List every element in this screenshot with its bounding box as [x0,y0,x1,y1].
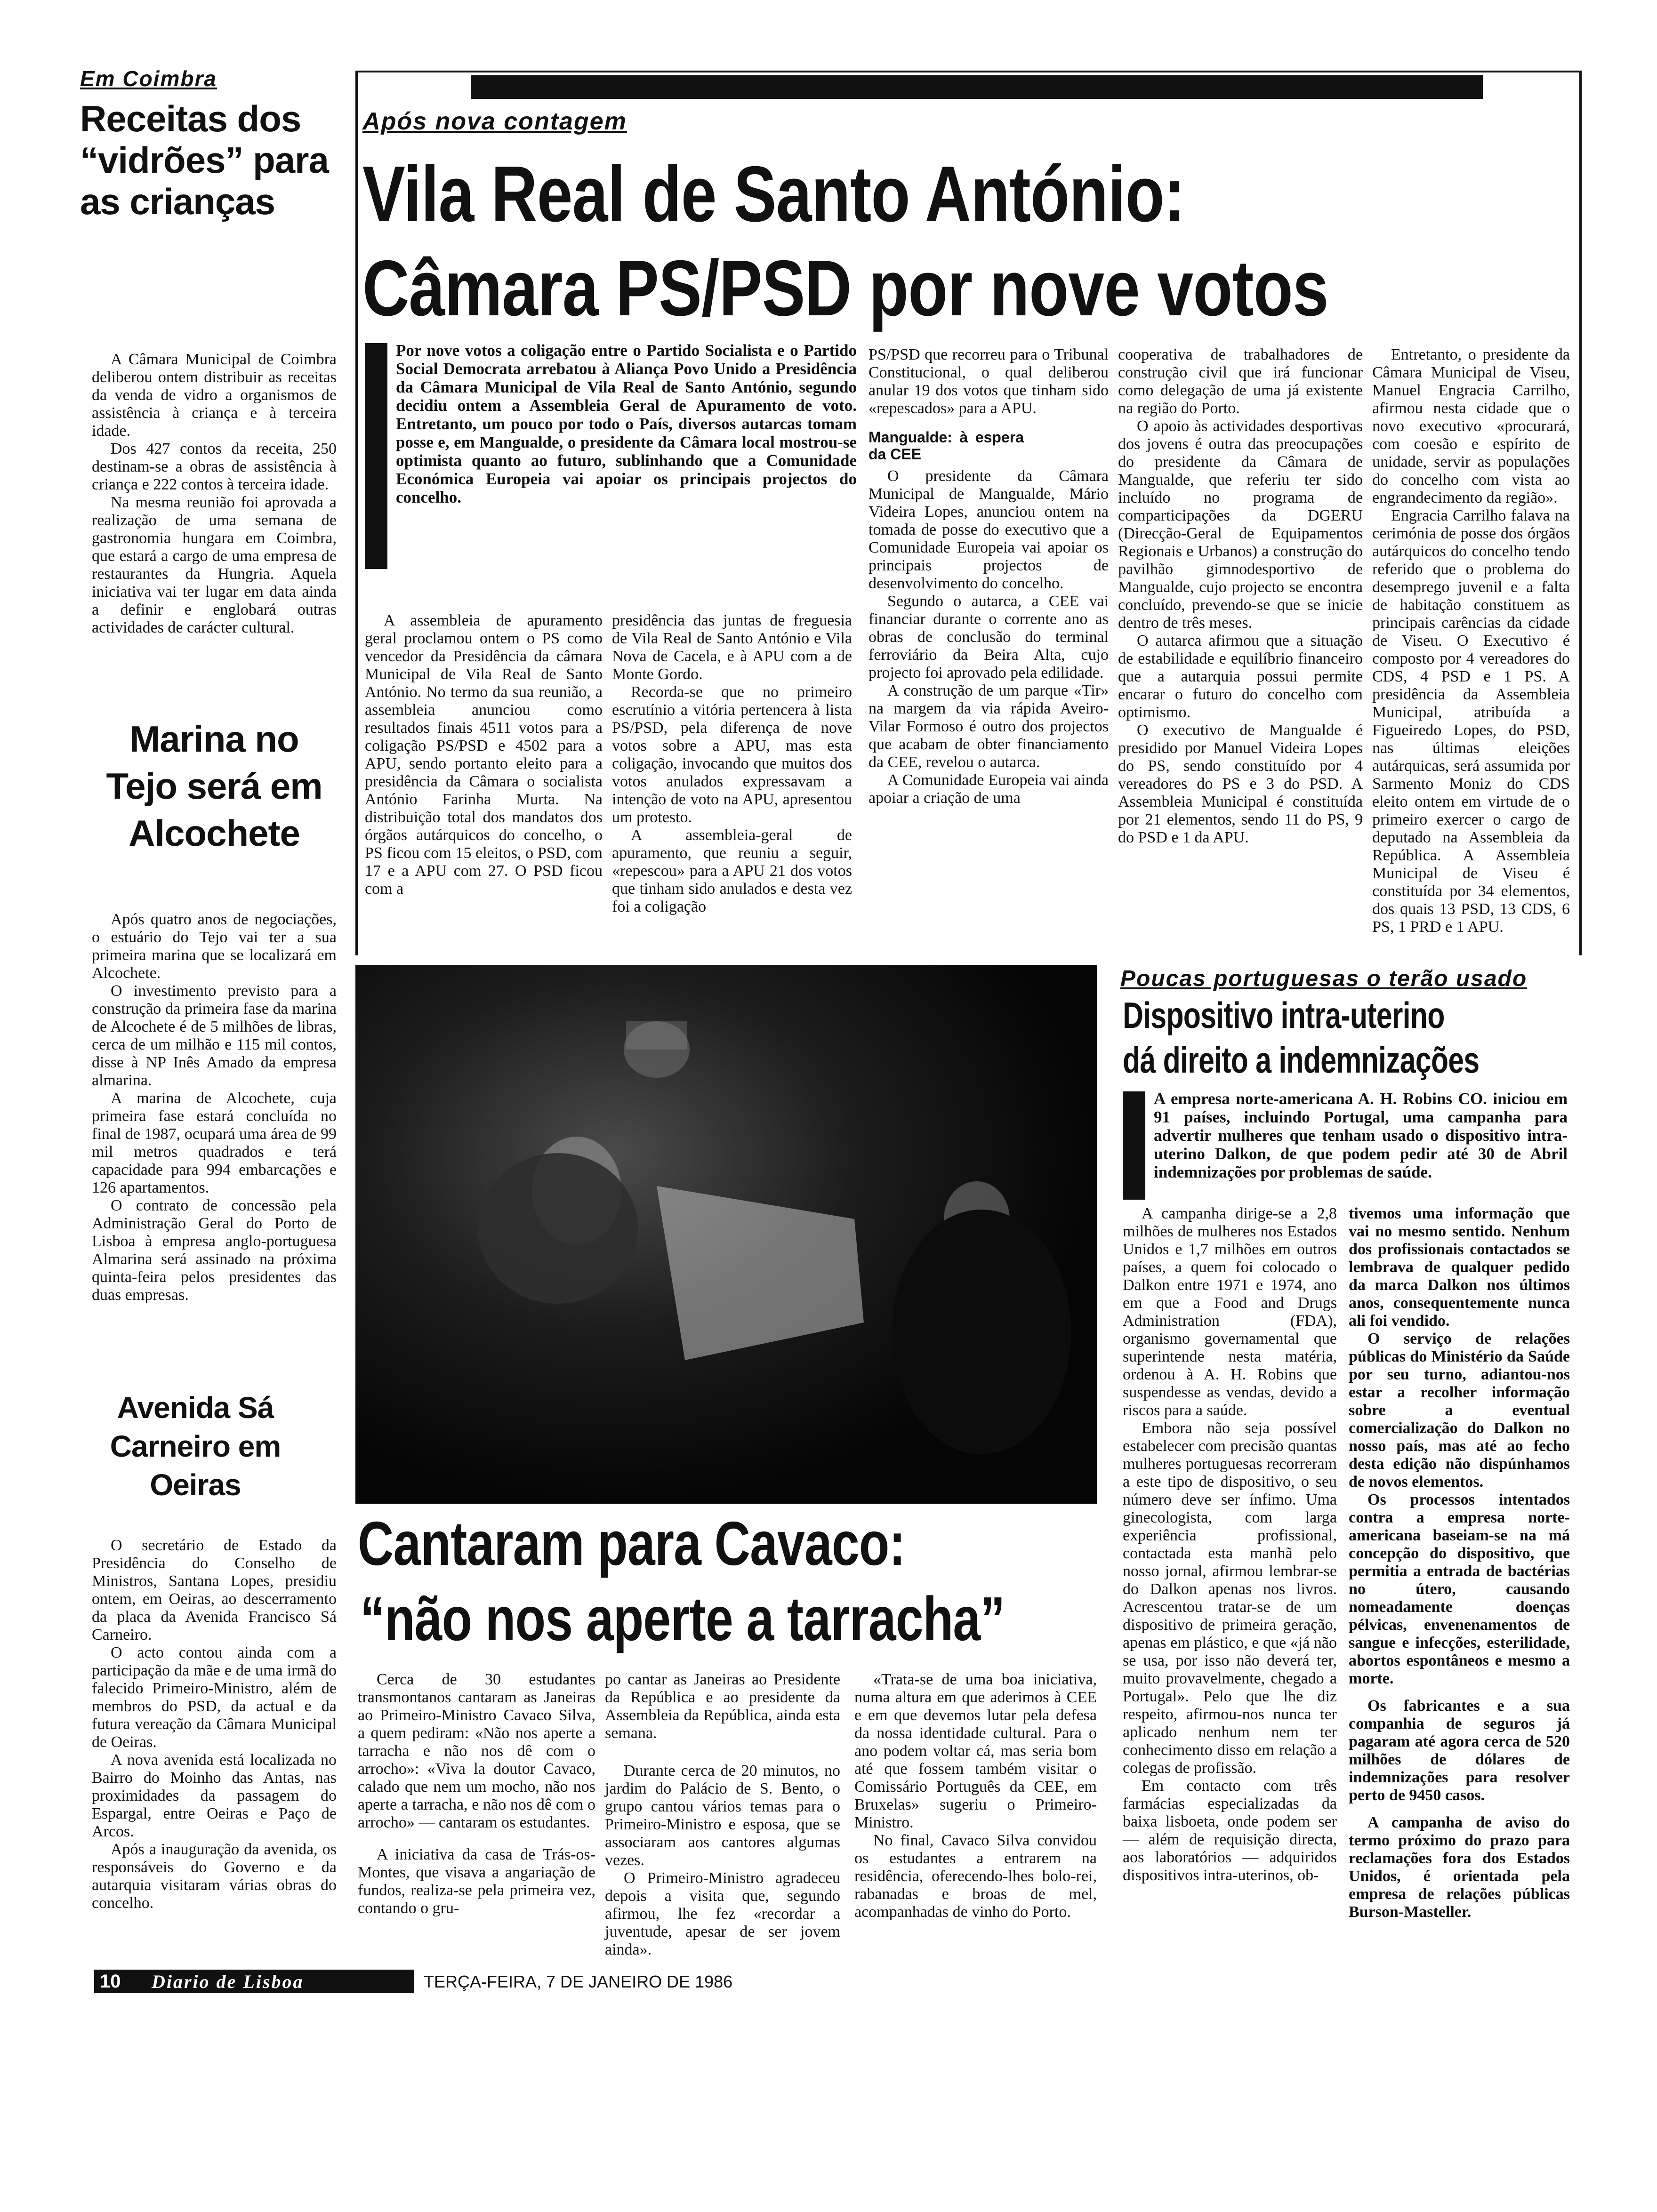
story-paragraph: A marina de Alcochete, cuja primeira fase estará concluída no final de 1987, ocupará uma área de 99 mil metros quadrados e terá capacidade para 994 embarcações e 126 apartamentos. [92,1090,337,1196]
story-paragraph: Os processos intentados contra a empresa norte-americana baseiam-se na má concepção do dispositivo, que permitia a entrada de bactérias no útero, causando nomeadamente doenças pélvicas, envenenamentos de sangue e infecções, esterilidade, abortos espontâneos e mesmo a morte. [1349,1491,1570,1687]
story-paragraph: O contrato de concessão pela Administração Geral do Porto de Lisboa à empresa anglo-portuguesa Almarina será assinado na próxima quinta-feira pelos presidentes das duas empresas. [92,1197,337,1304]
oeiras-story [92,1537,337,1912]
main-box-right-border [1579,71,1582,955]
cavaco-headline-line1: Cantaram para Cavaco: [358,1509,905,1578]
story-paragraph: No final, Cavaco Silva convidou os estudantes a entrarem na residência, oferecendo-lhes bolo-rei, rabanadas e broas de mel, acompanhadas de vinho do Porto. [854,1832,1097,1921]
story-paragraph: O autarca afirmou que a situação de estabilidade e equilíbrio financeiro que a autarquia possui permite encarar o futuro do concelho com optimismo. [1118,632,1363,721]
marina-story [92,911,337,1304]
story-paragraph: Em contacto com três farmácias especializadas da baixa lisboeta, onde podem ser — além de requisição directa, aos laboratórios — adquiridos dispositivos intra-uterinos, ob- [1123,1777,1337,1884]
cavaco-col-1 [358,1671,595,1917]
story-paragraph: PS/PSD que recorreu para o Tribunal Constitucional, o qual deliberou anular 19 dos votos que tinham sido «repescados» para a APU. [869,346,1109,417]
story-paragraph: A assembleia de apuramento geral proclamou ontem o PS como vencedor da Presidência da câmara Municipal de Vila Real de Santo António. No termo da sua reunião, a assembleia anunciou como resultados finais 4511 votos para a coligação PS/PSD e 4502 para a APU, sendo portanto eleito para a presidência da Câmara o socialista António Farinha Murta. Na distribuição total dos mandatos dos órgãos autárquicos do concelho, o PS ficou com 15 eleitos, o PSD, com 17 e a APU com 27. O PSD ficou com a [365,612,603,898]
masthead-logo: Diario de Lisboa [152,1971,304,1992]
story-paragraph: O Primeiro-Ministro agradeceu depois a visita que, segundo afirmou, lhe fez «recordar a juventude, apesar de ser jovem ainda». [605,1869,840,1958]
cavaco-headline-line2: “não nos aperte a tarracha” [360,1584,1005,1653]
story-paragraph: Após a inauguração da avenida, os responsáveis do Governo e da autarquia visitaram várias obras do concelho. [92,1841,337,1912]
dalkon-lead: A empresa norte-americana A. H. Robins CO. iniciou em 91 países, incluindo Portugal, uma campanha para advertir mulheres que tenham usado o dispositivo intra-uterino Dalkon, de que podem pedir até 30 de Abril indemnizações por problemas de saúde. [1154,1090,1568,1181]
main-kicker: Após nova contagem [362,108,627,135]
dalkon-headline-line1: Dispositivo intra-uterino [1123,994,1445,1036]
story-paragraph: Após quatro anos de negociações, o estuário do Tejo vai ter a sua primeira marina que se localizará em Alcochete. [92,911,337,982]
story-paragraph: O executivo de Mangualde é presidido por Manuel Videira Lopes do PS, sendo constituído por 4 vereadores do PS e 3 do PSD. A Assembleia Municipal é constituída por 21 elementos, sendo 11 do PS, 9 do PSD e 1 da APU. [1118,721,1363,846]
main-col-5 [1372,346,1570,936]
photo-illustration [355,965,1097,1504]
main-col-3 [869,346,1109,807]
story-paragraph: O apoio às actividades desportivas dos jovens é outra das preocupações do presidente da Câmara de Mangualde, que referiu ter sido incluído no programa de comparticipações da DGERU (Direcção-Geral de Equipamentos Regionais e Urbanos) a construção do pavilhão gimnodesportivo de Mangualde, cujo projecto se encontra concluído, prevendo-se que se inicie dentro de três meses. [1118,417,1363,632]
oeiras-headline: Avenida Sá Carneiro em Oeiras [110,1391,281,1502]
main-lead: Por nove votos a coligação entre o Partido Socialista e o Partido Social Democrata arrebatou à Aliança Povo Unido a Presidência da Câmara Municipal de Vila Real de Santo António, segundo decidiu ontem a Assembleia Geral de Apuramento de voto. Entretanto, um pouco por todo o País, diversos autarcas tomam posse e, em Mangualde, o presidente da Câmara local mostrou-se optimista quanto ao futuro, sublinhando que a Comunidade Económica Europeia vai apoiar os principais projectos do concelho. [396,341,857,506]
dalkon-lead-block [1123,1090,1568,1200]
top-black-bar [471,75,1483,99]
story-paragraph: A nova avenida está localizada no Bairro do Moinho das Antas, nas proximidades da passagem do Espargal, entre Oeiras e Paço de Arcos. [92,1751,337,1840]
mangualde-subhead: Mangualde: à espera da CEE [869,429,1024,463]
footer-bar [94,1970,414,1993]
story-paragraph: Dos 427 contos da receita, 250 destinam-se a obras de assistência à criança e 222 contos à terceira idade. [92,440,337,493]
main-box-top-border [355,71,1582,72]
story-paragraph: po cantar as Janeiras ao Presidente da República e ao presidente da Assembleia da República, ainda esta semana. [605,1671,840,1742]
coimbra-kicker: Em Coimbra [80,66,217,91]
story-paragraph: A iniciativa da casa de Trás-os-Montes, que visava a angariação de fundos, realiza-se pela primeira vez, contando o gru- [358,1846,595,1917]
dalkon-col-1 [1123,1205,1337,1884]
story-paragraph: Embora não seja possível estabelecer com precisão quantas mulheres portuguesas recorreram a este tipo de dispositivo, o seu número deve ser ínfimo. Uma ginecologista, com larga experiência profissional, contactada esta manhã pelo nosso jornal, afirmou lembrar-se do Dalkon apenas nos livros. Acrescentou tratar-se de um dispositivo de primeira geração, apenas em plástico, e que «já não se usa, por isso não deverá ter, muito provavelmente, chegado a Portugal». Pelo que lhe diz respeito, afirmou-nos nunca ter aplicado nenhum nem ter conhecimento disso em relação a colegas de profissão. [1123,1419,1337,1777]
story-paragraph: presidência das juntas de freguesia de Vila Real de Santo António e Vila Nova de Cacela, e à APU com a de Monte Gordo. [612,612,852,683]
cavaco-col-3 [854,1671,1097,1921]
coimbra-headline: Receitas dos “vidrões” para as crianças [80,98,329,222]
coimbra-story [92,351,337,637]
main-headline-line2: Câmara PS/PSD por nove votos [362,244,1328,332]
story-paragraph: A construção de um parque «Tir» na margem da via rápida Aveiro-Vilar Formoso é outro dos projectos que acabam de obter financiamento da CEE, revelou o autarca. [869,682,1109,771]
story-paragraph: Recorda-se que no primeiro escrutínio a vitória pertencera à lista PS/PSD, pela diferença de nove votos sobre a APU, mas esta coligação, invocando que muitos dos votos anulados expressavam a intenção de voto na APU, apresentou um protesto. [612,683,852,826]
story-paragraph: Entretanto, o presidente da Câmara Municipal de Viseu, Manuel Engracia Carrilho, afirmou nesta cidade que o novo executivo «procurará, com coesão e espírito de unidade, servir as populações do concelho com vista ao engrandecimento da região». [1372,346,1570,506]
story-paragraph: A Comunidade Europeia vai ainda apoiar a criação de uma [869,771,1109,807]
main-col-2 [612,612,852,916]
main-box-left-border [355,71,358,955]
story-paragraph: Segundo o autarca, a CEE vai financiar durante o corrente ano as obras de conclusão do terminal ferroviário da Beira Alta, cujo projecto foi aprovado pela edilidade. [869,593,1109,681]
story-paragraph: A assembleia-geral de apuramento, que reuniu a seguir, «repescou» para a APU 21 dos votos que tinham sido anulados e desta vez foi a coligação [612,826,852,915]
dalkon-kicker: Poucas portuguesas o terão usado [1120,966,1528,991]
story-paragraph: A campanha dirige-se a 2,8 milhões de mulheres nos Estados Unidos e 1,7 milhões em outros países, a quem foi colocado o Dalkon entre 1971 e 1974, ano em que a Food and Drugs Administration (FDA), organismo governamental que superintende nesta matéria, ordenou à A. H. Robins que suspendesse as vendas, devido a riscos para a saúde. [1123,1205,1337,1419]
story-paragraph: O presidente da Câmara Municipal de Mangualde, Mário Videira Lopes, anunciou ontem na tomada de posse do executivo que a Comunidade Europeia vai apoiar os principais projectos de desenvolvimento do concelho. [869,467,1109,592]
story-paragraph: Engracia Carrilho falava na cerimónia de posse dos órgãos autárquicos do concelho tendo referido que o problema do desemprego juvenil e a falta de habitação constituem as principais carências da cidade de Viseu. O Executivo é composto por 4 vereadores do CDS, 4 PSD e 1 PS. A presidência da Assembleia Municipal, atribuída a Figueiredo Lopes, do PSD, nas últimas eleições autárquicas, será assumida por Sarmento Moniz do CDS eleito ontem em virtude de o primeiro exercer o cargo de deputado na Assembleia da República. A Assembleia Municipal de Viseu é constituída por 34 elementos, dos quais 13 PSD, 13 CDS, 6 PS, 1 PRD e 1 APU. [1372,507,1570,936]
story-paragraph: Durante cerca de 20 minutos, no jardim do Palácio de S. Bento, o grupo cantou vários temas para o Primeiro-Ministro e esposa, que se associaram aos cantores algumas vezes. [605,1762,840,1869]
story-paragraph: A campanha de aviso do termo próximo do prazo para reclamações fora dos Estados Unidos, é orientada pela empresa de relações públicas Burson-Masteller. [1349,1814,1570,1921]
drop-initial [1123,1091,1145,1200]
drop-initial [365,343,387,569]
story-paragraph: O serviço de relações públicas do Ministério da Saúde por seu turno, adiantou-nos estar a recolher informação sobre a eventual comercialização do Dalkon no nosso país, mas até ao fecho desta edição não dispúnhamos de novos elementos. [1349,1330,1570,1491]
story-paragraph: O investimento previsto para a construção da primeira fase da marina de Alcochete é de 5 milhões de libras, cerca de um milhão e 115 mil contos, disse à NP Inês Amado da empresa almarina. [92,982,337,1089]
story-paragraph: Os fabricantes e a sua companhia de seguros já pagaram até agora cerca de 520 milhões de dólares de indemnizações para resolver perto de 9450 casos. [1349,1697,1570,1804]
story-paragraph: O secretário de Estado da Presidência do Conselho de Ministros, Santana Lopes, presidiu ontem, em Oeiras, ao descerramento da placa da Avenida Francisco Sá Carneiro. [92,1537,337,1643]
cavaco-col-2 [605,1671,840,1959]
dalkon-col-2 [1349,1205,1570,1921]
main-headline-line1: Vila Real de Santo António: [362,150,1185,238]
left-column [80,66,344,222]
main-lead-block [365,341,857,569]
story-paragraph: cooperativa de trabalhadores de construção civil que irá funcionar como delegação de uma já existente na região do Porto. [1118,346,1363,417]
story-paragraph: A Câmara Municipal de Coimbra deliberou ontem distribuir as receitas da venda de vidro a organismos de assistência à criança e à terceira idade. [92,351,337,440]
story-paragraph: «Trata-se de uma boa iniciativa, numa altura em que aderimos à CEE e em que devemos lutar pela defesa da nossa identidade cultural. Para o ano podem voltar cá, mas seria bom até que fossem também visitar o Comissário Português da CEE, em Bruxelas» sugeriu o Primeiro-Ministro. [854,1671,1097,1831]
story-paragraph: O acto contou ainda com a participação da mãe e de uma irmã do falecido Primeiro-Ministro, além de membros do PSD, da actual e da futura vereação da Câmara Municipal de Oeiras. [92,1644,337,1751]
marina-headline: Marina no Tejo será em Alcochete [106,718,322,854]
main-col-1 [365,612,603,898]
news-photo [355,965,1097,1504]
main-col-4 [1118,346,1363,847]
footer-date: TERÇA-FEIRA, 7 DE JANEIRO DE 1986 [424,1972,733,1991]
dalkon-headline-line2: dá direito a indemnizações [1123,1039,1480,1081]
page-number: 10 [100,1971,121,1992]
story-paragraph: tivemos uma informação que vai no mesmo sentido. Nenhum dos profissionais contactados se lembrava de qualquer pedido da marca Dalkon nos últimos anos, consequentemente nunca ali foi vendido. [1349,1205,1570,1330]
story-paragraph: Cerca de 30 estudantes transmontanos cantaram as Janeiras ao Primeiro-Ministro Cavaco Silva, a quem pediram: «Não nos aperte a tarracha e não nos dê com o arrocho»: «Viva la doutor Cavaco, calado que nem um mocho, não nos aperte a tarracha, e não nos dê com o arrocho» — cantaram os estudantes. [358,1671,595,1831]
story-paragraph: Na mesma reunião foi aprovada a realização de uma semana de gastronomia hungara em Coimbra, que estará a cargo de uma empresa de restaurantes da Hungria. Aquela iniciativa vai ter lugar em data ainda a definir e englobará outras actividades de carácter cultural. [92,494,337,636]
